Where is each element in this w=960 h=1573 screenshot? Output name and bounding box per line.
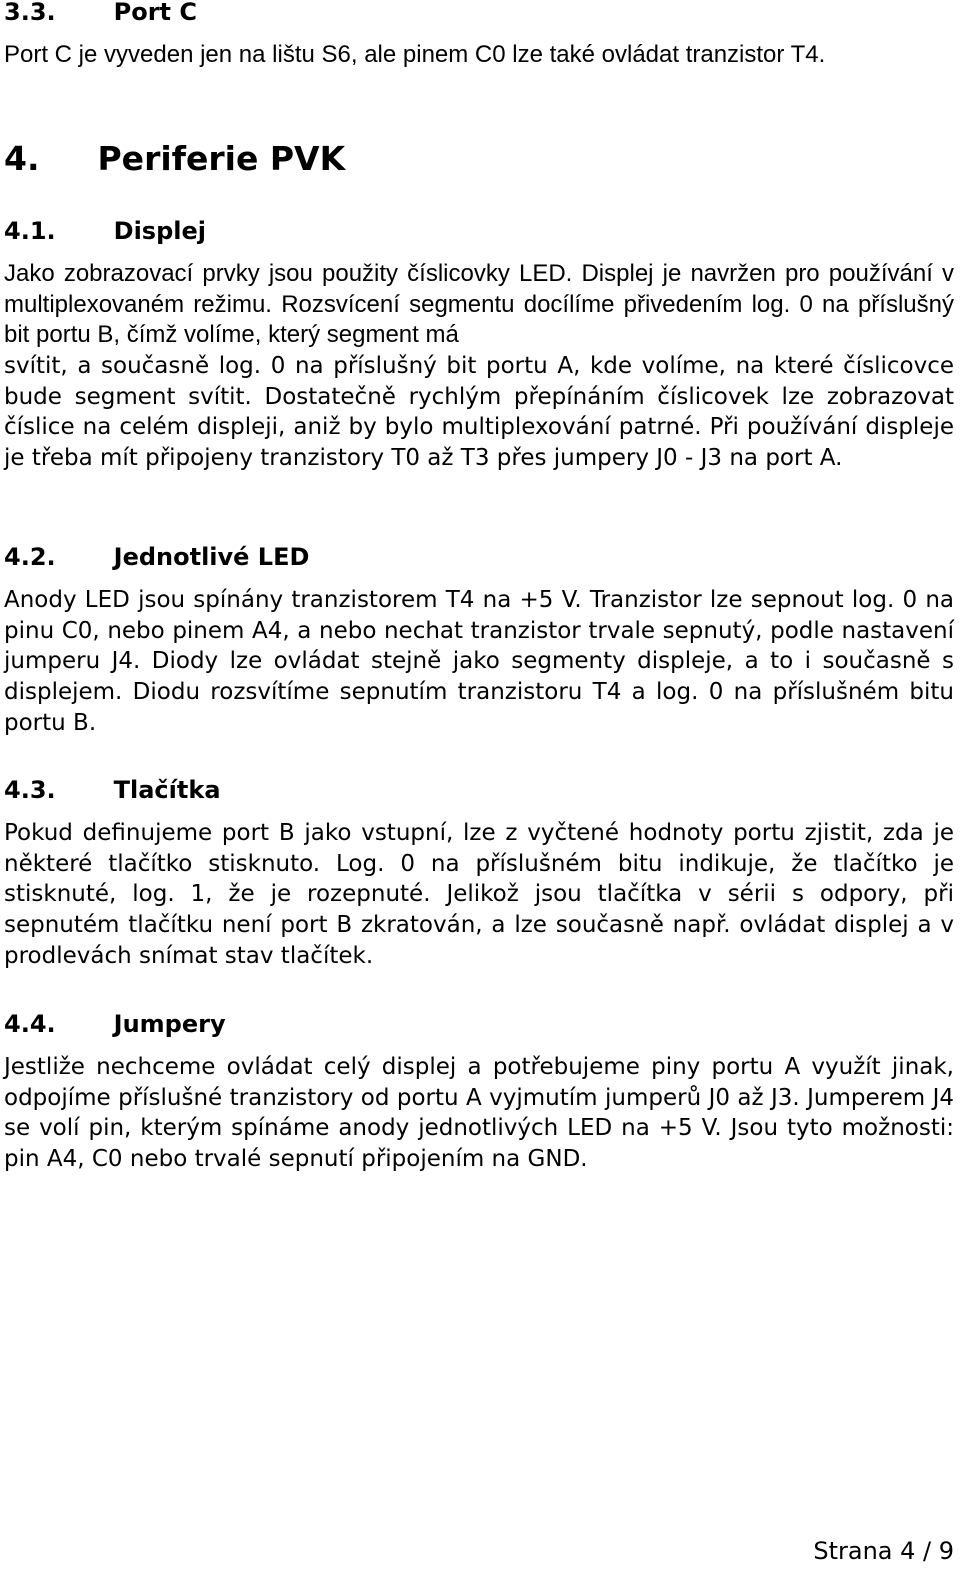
paragraph-displej-b: svítit, a současně log. 0 na příslušný bit portu A, kde volíme, na které číslicovce bude segment svítit. Dostatečně rychlým přepínáním číslicovek lze zobrazovat číslice na celém displeji, aniž by bylo multiplexování patrné. Při používání displeje je třeba mít připojeny tranzistory T0 až T3 přes jumpery J0 - J3 na port A. xyxy=(4,353,954,472)
heading-4-2 xyxy=(4,543,309,571)
heading-number: 4. xyxy=(4,139,40,178)
paragraph-led: Anody LED jsou spínány tranzistorem T4 na +5 V. Tranzistor lze sepnout log. 0 na pinu C0, nebo pinem A4, a nebo nechat tranzistor trvale sepnutý, podle nastavení jumperu J4. Diody lze ovládat stejně jako segmenty displeje, a to i současně s displejem. Diodu rozsvítíme sepnutím tranzistoru T4 a log. 0 na příslušném bitu portu B. xyxy=(4,587,954,736)
heading-4-4 xyxy=(4,1010,226,1038)
heading-number: 4.2. xyxy=(4,543,56,571)
heading-title: Port C xyxy=(113,0,197,26)
heading-title: Tlačítka xyxy=(113,776,221,804)
heading-number: 4.1. xyxy=(4,217,56,245)
heading-number: 4.4. xyxy=(4,1010,56,1038)
heading-4-1 xyxy=(4,217,206,245)
heading-4-3 xyxy=(4,776,221,804)
heading-title: Displej xyxy=(113,217,206,245)
heading-3-3 xyxy=(4,0,197,26)
paragraph-displej-a: Jako zobrazovací prvky jsou použity číslicovky LED. Displej je navržen pro používání v multiplexovaném režimu. Rozsvícení segmentu docílíme přivedením log. 0 na příslušný bit portu B, čímž volíme, který segment má xyxy=(4,260,954,349)
heading-4 xyxy=(4,140,345,178)
page-number: Strana 4 / 9 xyxy=(813,1537,954,1565)
heading-number: 3.3. xyxy=(4,0,56,26)
heading-title: Jumpery xyxy=(113,1010,226,1038)
heading-title: Jednotlivé LED xyxy=(113,543,310,571)
paragraph-tlacitka: Pokud definujeme port B jako vstupní, lze z vyčtené hodnoty portu zjistit, zda je některé tlačítko stisknuto. Log. 0 na příslušném bitu indikuje, že tlačítko je stisknuté, log. 1, že je rozepnuté. Jelikož jsou tlačítka v sérii s odpory, při sepnutém tlačítku není port B zkratován, a lze současně např. ovládat displej a v prodlevách snímat stav tlačítek. xyxy=(4,820,954,969)
paragraph-port-c: Port C je vyveden jen na lištu S6, ale pinem C0 lze také ovládat tranzistor T4. xyxy=(4,41,826,68)
heading-title: Periferie PVK xyxy=(97,139,346,178)
heading-number: 4.3. xyxy=(4,776,56,804)
paragraph-jumpery: Jestliže nechceme ovládat celý displej a potřebujeme piny portu A využít jinak, odpojíme příslušné tranzistory od portu A vyjmutím jumperů J0 až J3. Jumperem J4 se volí pin, kterým spínáme anody jednotlivých LED na +5 V. Jsou tyto možnosti: pin A4, C0 nebo trvalé sepnutí připojením na GND. xyxy=(4,1054,954,1173)
